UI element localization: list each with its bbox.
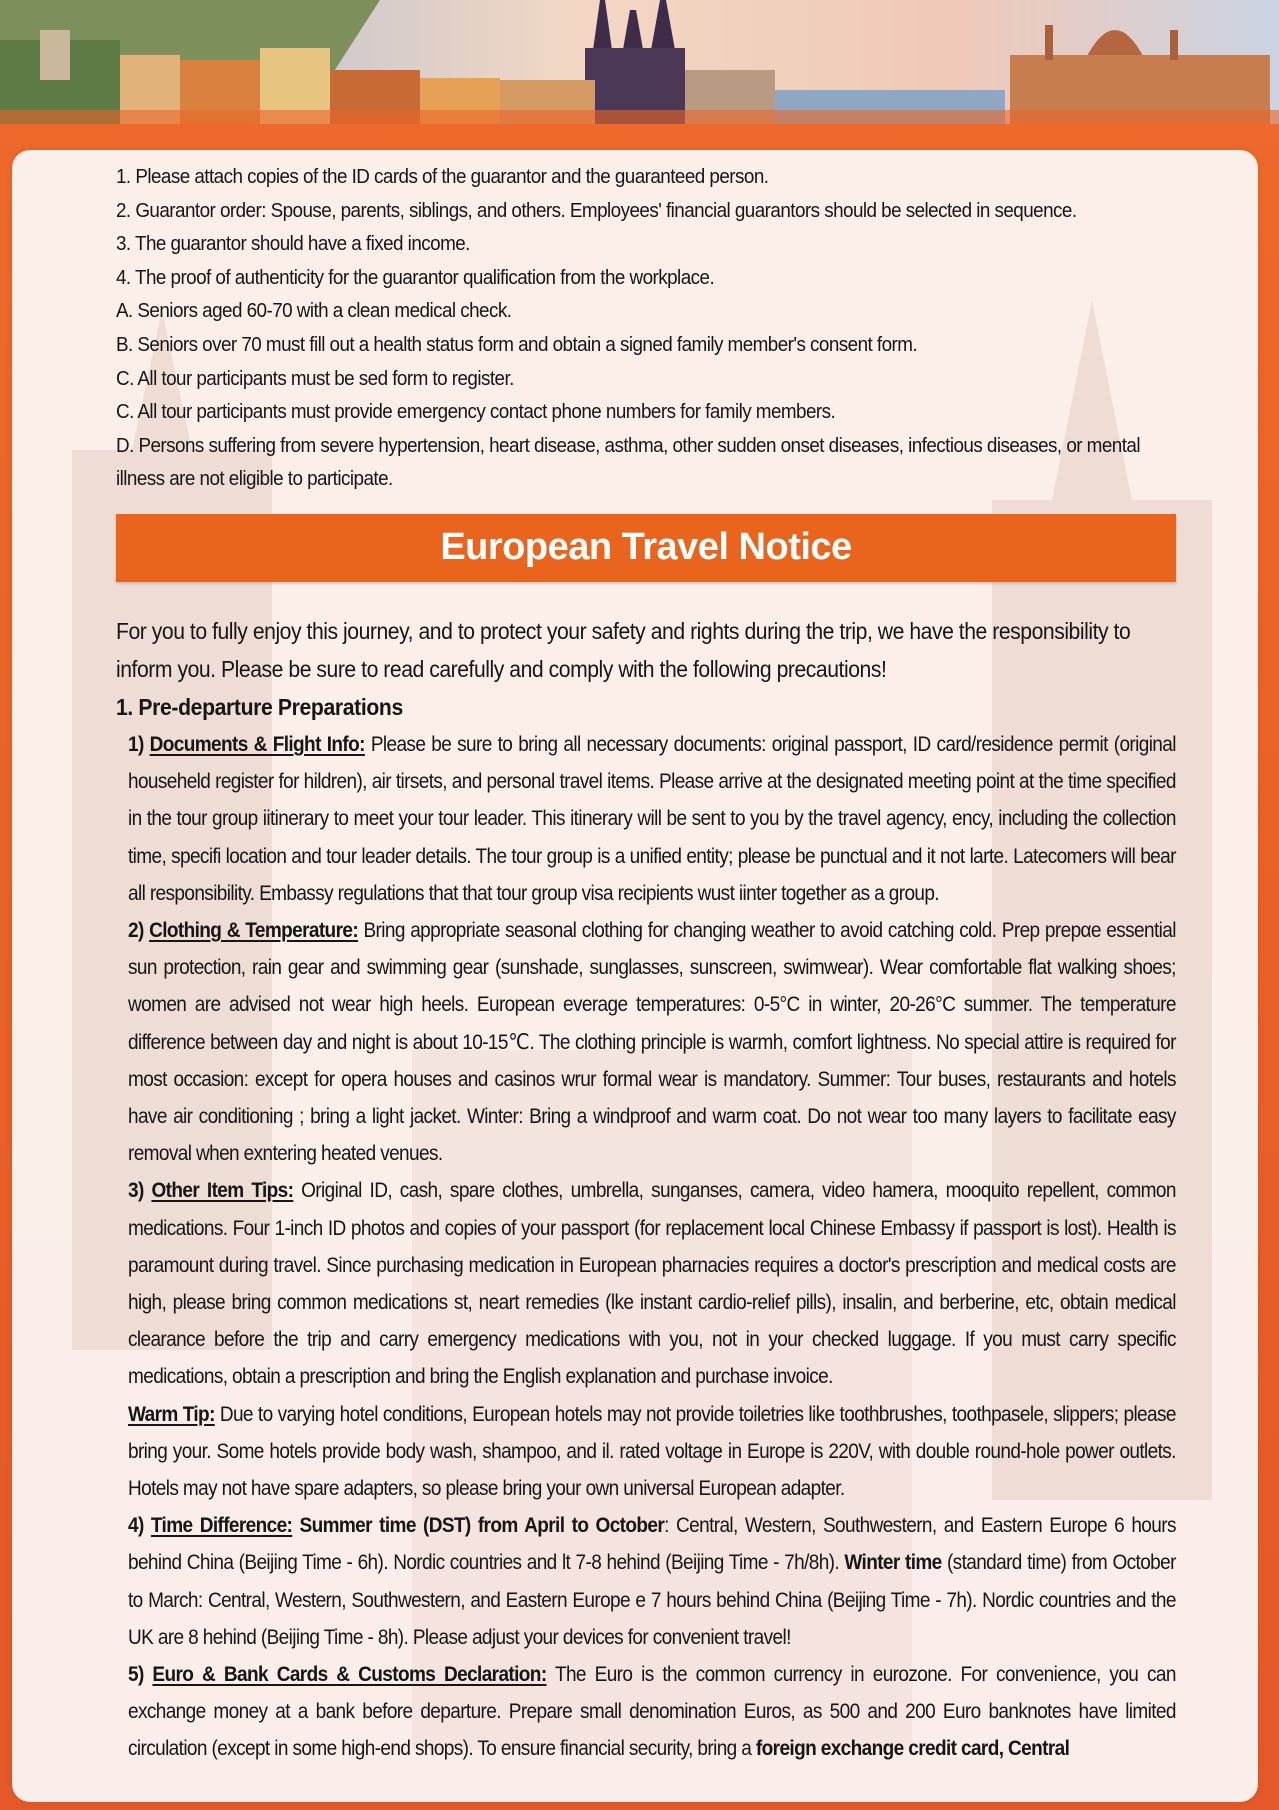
requirement-1: 1. Please attach copies of the ID cards of the guarantor and the guaranteed person. — [116, 165, 769, 188]
item-text: The Euro is the common currency in eurozone. For convenience, you can exchange money at a bank before departure. Prepare small denomination Euros, as 500 and 200 Euro banknotes have limited circulation (except in some high-end shops). To ensure financial security, bring a — [128, 1662, 1176, 1761]
requirement-2: 2. Guarantor order: Spouse, parents, siblings, and others. Employees' financial guarantors should be selected in sequence. — [116, 198, 1077, 222]
requirement-b: B. Seniors over 70 must fill out a health status form and obtain a signed family member's consent form. — [116, 332, 918, 356]
requirement-c-register: C. All tour participants must be sed form to register. — [116, 366, 514, 390]
item-text: Due to varying hotel conditions, European hotels may not provide toiletries like toothbrushes, toothpasele, slippers; please bring your. Some hotels provide body wash, shampoo, and il. rated voltage in Europe is 220V, with double round-hole power outlets. Hotels may not have spare adapters, so please bring your own universal European adapter. — [128, 1401, 1176, 1500]
cityscape-illustration — [0, 0, 1279, 124]
item-euro-bank — [128, 1656, 1176, 1768]
item-number: 1) — [128, 731, 150, 756]
item-number: 3) — [128, 1178, 152, 1203]
requirement-c-contact: C. All tour participants must provide emergency contact phone numbers for family members. — [116, 400, 836, 424]
item-label: Time Difference: — [150, 1513, 293, 1538]
item-text: Original ID, cash, spare clothes, umbrella, sunganses, camera, video hamera, mooquito repellent, common medications. Four 1-inch ID photos and copies of your passport (for replacement local Chinese Embassy if passport is lost). Health is paramount during travel. Since purchasing medication in European pharnacies requires a doctor's prescription and medical costs are high, please bring common medications st, neart remedies (lke instant cardio-relief pills), insalin, and berberine, etc, obtain medical clearance before the trip and carry emergency medications with you, not in your checked luggage. If you must carry specific medications, obtain a prescription and bring the English explanation and purchase invoice. — [128, 1178, 1176, 1389]
item-time-difference — [128, 1507, 1176, 1656]
section-title-bar — [116, 514, 1176, 582]
item-number: 4) — [128, 1513, 151, 1538]
requirement-3: 3. The guarantor should have a fixed income. — [116, 232, 470, 256]
item-text: Please be sure to bring all necessary documents: original passport, ID card/residence permit (original househeld register for hildren), air tirsets, and personal travel items. Please arrive at the designated meeting point at the time specified in the tour group iitinerary to meet your tour leader. This itinerary will be sent to you by the travel agency, ency, including the collection time, specifi location and tour leader details. The tour group is a unified entity; please be punctual and it not larte. Latecomers will bear all responsibility. Embassy regulations that that tour group visa recipients wust iinter together as a group. — [128, 731, 1176, 905]
item-bold-text: foreign exchange credit card, Central — [755, 1736, 1070, 1761]
item-number: 2) — [128, 917, 150, 942]
item-label: Other Item Tips: — [151, 1178, 294, 1203]
item-label: Documents & Flight Info: — [149, 731, 365, 756]
section-heading: 1. Pre-departure Preparations — [116, 693, 403, 720]
item-other-tips — [128, 1172, 1176, 1395]
item-label: Warm Tip: — [128, 1401, 215, 1426]
item-text: (standard time) from October to March: Central, Western, Southwestern, and Eastern Europe e 7 hours behind China (Beijing Time - 7h). Nordic countries and the UK are 8 hehind (Beijing Time - 8h). Please adjust your devices for convenient travel! — [128, 1550, 1176, 1649]
requirement-a: A. Seniors aged 60-70 with a clean medical check. — [116, 299, 512, 323]
item-label: Clothing & Temperature: — [149, 917, 359, 942]
content — [116, 160, 1176, 1768]
item-number: 5) — [128, 1662, 153, 1687]
intro-paragraph: For you to fully enjoy this journey, and to protect your safety and rights during the trip, we have the responsibility to inform you. Please be sure to read carefully and comply with the following precautions! — [116, 617, 1131, 682]
item-documents — [128, 726, 1176, 912]
notice-title: European Travel Notice — [440, 526, 852, 569]
item-bold-text: Summer time (DST) from April to October — [292, 1513, 665, 1538]
item-clothing — [128, 912, 1176, 1172]
item-label: Euro & Bank Cards & Customs Declaration: — [152, 1662, 547, 1687]
item-warm-tip — [128, 1396, 1176, 1508]
header-banner-cityscape — [0, 0, 1279, 124]
content-card — [12, 150, 1258, 1802]
item-text: : Central, Western, Southwestern, and Eastern Europe 6 hours behind China (Beijing Time - 6h). Nordic countries and lt 7-8 hehind (Beijing Time - 7h/8h). — [128, 1513, 1176, 1575]
requirement-d: D. Persons suffering from severe hypertension, heart disease, asthma, other sudden onset diseases, infectious diseases, or mental illness are not eligible to participate. — [116, 433, 1140, 491]
item-text: Bring appropriate seasonal clothing for changing weather to avoid catching cold. Prep prepαe essential sun protection, rain gear and swimming gear (sunshade, sunglasses, sunscreen, swimwear). Wear comfortable flat walking shoes; women are advised not wear high heels. European everage temperatures: 0-5°C in winter, 20-26°C summer. The temperature difference between day and night is about 10-15℃. The clothing principle is warmh, comfort lightness. No special attire is required for most occasion: except for opera houses and casinos wrur formal wear is mandatory. Summer: Tour buses, restaurants and hotels have air conditioning ; bring a light jacket. Winter: Bring a windproof and warm coat. Do not wear too many layers to facilitate easy removal when exntering heated venues. — [128, 917, 1176, 1166]
item-bold-text: Winter time — [844, 1550, 942, 1575]
requirement-4: 4. The proof of authenticity for the guarantor qualification from the workplace. — [116, 265, 715, 289]
